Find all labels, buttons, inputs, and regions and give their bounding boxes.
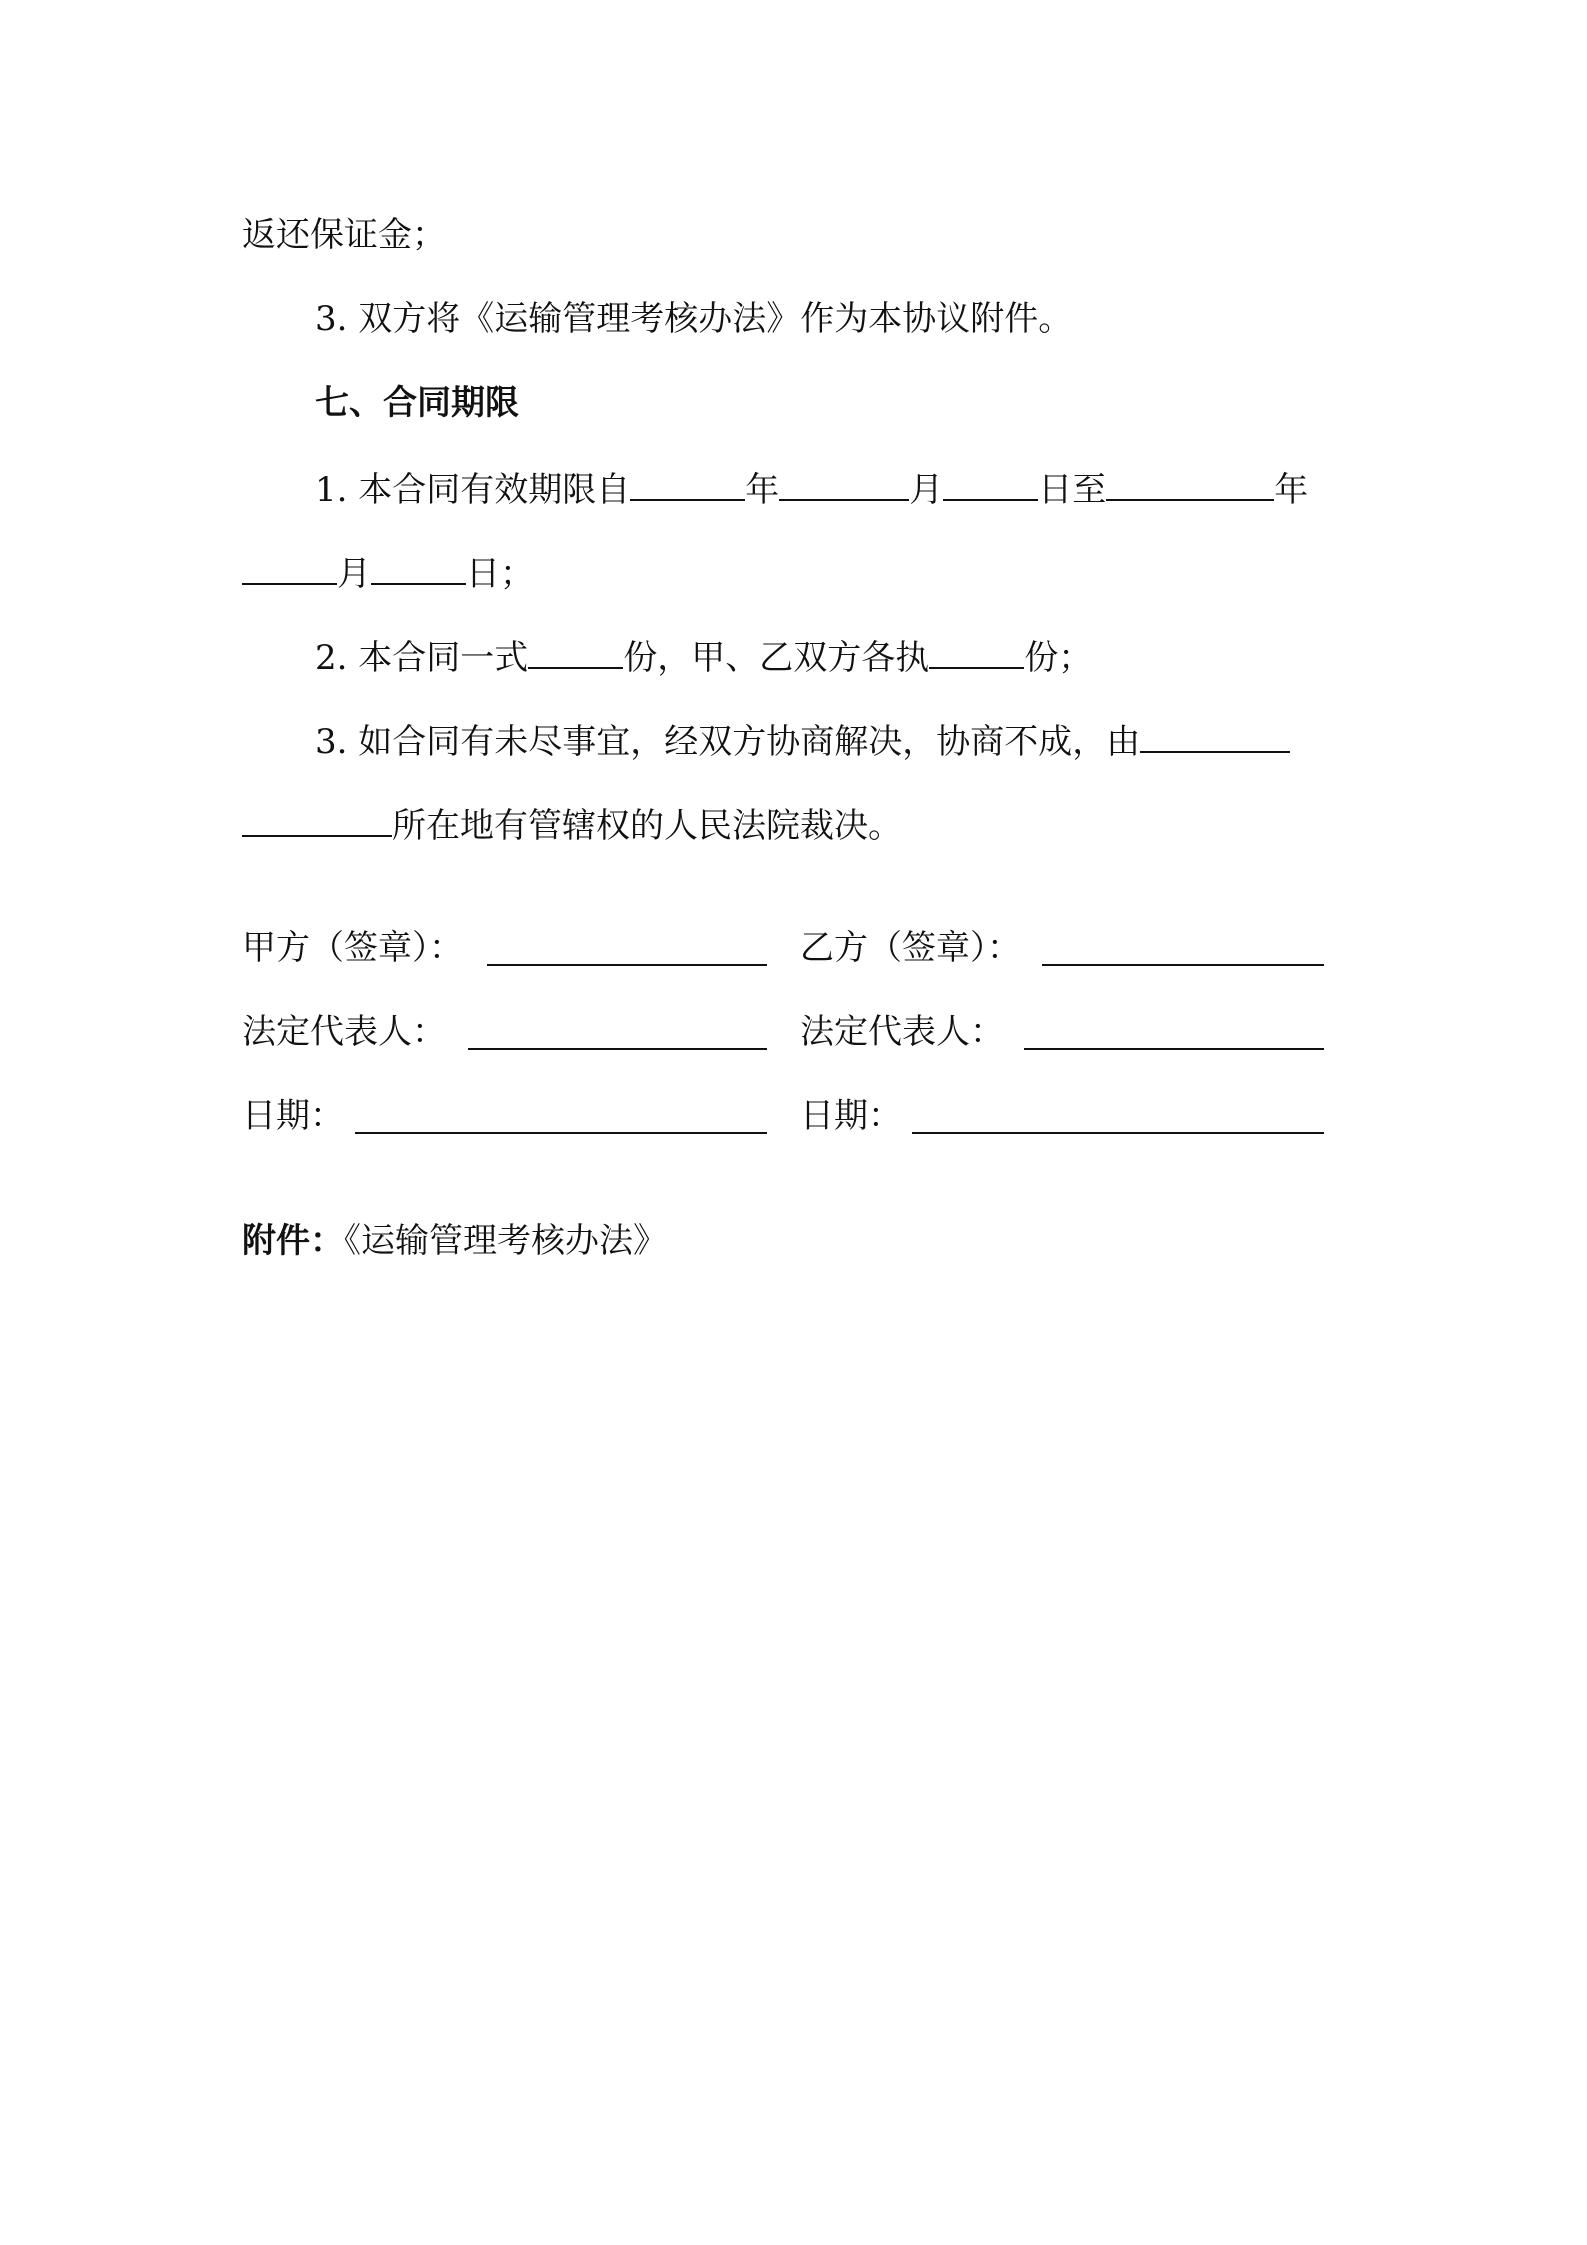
party-a-seal-line[interactable] [487,964,767,966]
copies-prefix: 2. 本合同一式 [315,638,529,678]
blank-start-day[interactable] [943,465,1038,501]
paragraph-dispute-line-2 [242,801,902,848]
party-b-date-line[interactable] [912,1132,1324,1134]
paragraph-return-deposit: 返还保证金； [242,215,446,255]
party-a-rep-line[interactable] [468,1048,767,1050]
attachment-line [242,1219,667,1263]
dispute-text-1: 3. 如合同有未尽事宜，经双方协商解决，协商不成，由 [315,722,1141,762]
copies-mid: 份，甲、乙双方各执 [623,638,930,678]
blank-each-copies[interactable] [929,633,1024,669]
attachment-label: 附件： [242,1221,344,1261]
paragraph-copies [315,633,1092,680]
party-b-rep-line[interactable] [1024,1048,1324,1050]
party-a-seal-label: 甲方（签章）： [242,928,463,968]
blank-end-year[interactable] [1106,465,1274,501]
blank-court-location-1[interactable] [1140,717,1290,753]
term-day-to: 日至 [1038,470,1107,510]
attachment-title: 《运输管理考核办法》 [344,1221,667,1261]
party-b-seal-line[interactable] [1042,964,1324,966]
paragraph-dispute-line-1 [315,717,1290,764]
term-month-2: 月 [337,554,371,594]
term-year-1: 年 [745,470,780,510]
party-a-rep-label: 法定代表人： [242,1012,446,1052]
blank-total-copies[interactable] [528,633,623,669]
party-b-seal-label: 乙方（签章）： [800,928,1021,968]
term-month-1: 月 [909,470,944,510]
party-a-date-label: 日期： [242,1096,344,1136]
blank-start-month[interactable] [779,465,909,501]
blank-end-month[interactable] [242,549,337,585]
copies-suffix: 份； [1024,638,1093,678]
term-day-2: 日； [466,554,534,594]
paragraph-term-line-1 [315,465,1308,512]
blank-start-year[interactable] [630,465,745,501]
paragraph-attachment-clause: 3. 双方将《运输管理考核办法》作为本协议附件。 [315,299,1073,339]
dispute-text-2: 所在地有管辖权的人民法院裁决。 [392,806,902,846]
party-b-rep-label: 法定代表人： [800,1012,1004,1052]
paragraph-term-line-2 [242,549,534,596]
blank-end-day[interactable] [371,549,466,585]
term-prefix: 1. 本合同有效期限自 [315,470,631,510]
section-heading-contract-term: 七、合同期限 [315,383,519,423]
blank-court-location-2[interactable] [242,801,392,837]
term-year-2: 年 [1274,470,1309,510]
party-b-date-label: 日期： [800,1096,902,1136]
party-a-date-line[interactable] [355,1132,767,1134]
